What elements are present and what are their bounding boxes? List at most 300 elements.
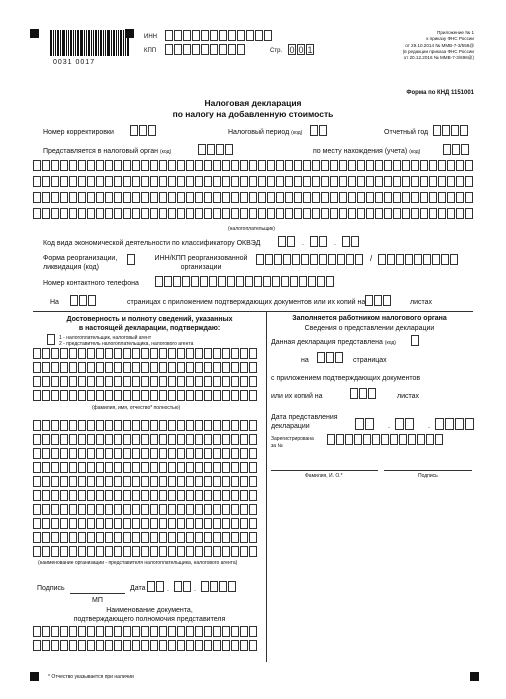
left-date-month[interactable] [174,581,192,592]
input-cell[interactable] [78,640,86,651]
input-cell[interactable] [312,208,320,219]
input-cell[interactable] [375,208,383,219]
input-cell[interactable] [42,504,50,515]
input-cell[interactable] [177,640,185,651]
input-cell[interactable] [123,532,131,543]
input-cell[interactable] [78,532,86,543]
input-cell[interactable] [213,626,221,637]
input-cell[interactable] [105,490,113,501]
input-cell[interactable] [168,532,176,543]
input-cell[interactable] [69,640,77,651]
input-cell[interactable] [105,362,113,373]
input-cell[interactable] [240,420,248,431]
input-cell[interactable] [213,640,221,651]
input-cell[interactable] [384,208,392,219]
input-cell[interactable] [326,352,334,363]
sheets-field[interactable] [365,295,392,306]
input-cell[interactable] [395,418,404,430]
input-cell[interactable] [213,462,221,473]
input-cell[interactable] [123,348,131,359]
input-cell[interactable] [249,448,257,459]
input-cell[interactable] [177,348,185,359]
input-cell[interactable] [450,254,458,265]
input-cell[interactable] [51,640,59,651]
input-cell[interactable] [402,160,410,171]
input-cell[interactable] [445,418,454,430]
input-cell[interactable] [177,518,185,529]
reorg-form-field[interactable] [127,254,136,265]
input-cell[interactable] [70,295,78,306]
input-cell[interactable] [227,276,235,287]
input-cell[interactable] [455,418,464,430]
input-cell[interactable] [222,518,230,529]
input-cell[interactable] [222,546,230,557]
input-cell[interactable] [405,418,414,430]
input-cell[interactable] [330,208,338,219]
input-cell[interactable] [249,348,257,359]
grid-row[interactable] [33,348,258,359]
input-cell[interactable] [177,490,185,501]
input-cell[interactable] [132,420,140,431]
input-cell[interactable] [442,125,450,136]
input-cell[interactable] [123,176,131,187]
input-cell[interactable] [78,348,86,359]
input-cell[interactable] [366,208,374,219]
okved-field-1[interactable] [278,236,296,247]
input-cell[interactable] [201,30,209,41]
input-cell[interactable] [105,626,113,637]
input-cell[interactable] [78,420,86,431]
input-cell[interactable] [60,176,68,187]
input-cell[interactable] [213,490,221,501]
input-cell[interactable] [78,192,86,203]
input-cell[interactable] [159,462,167,473]
input-cell[interactable] [249,160,257,171]
input-cell[interactable] [105,176,113,187]
input-cell[interactable] [96,192,104,203]
input-cell[interactable] [213,192,221,203]
input-cell[interactable] [290,276,298,287]
input-cell[interactable] [303,160,311,171]
input-cell[interactable] [150,390,158,401]
input-cell[interactable] [87,208,95,219]
input-cell[interactable] [114,376,122,387]
input-cell[interactable] [159,532,167,543]
input-cell[interactable] [42,434,50,445]
input-cell[interactable] [213,546,221,557]
submitted-code-field[interactable] [411,335,420,346]
input-cell[interactable] [114,362,122,373]
input-cell[interactable] [123,376,131,387]
input-cell[interactable] [132,546,140,557]
input-cell[interactable] [402,208,410,219]
input-cell[interactable] [452,144,460,155]
input-cell[interactable] [96,348,104,359]
input-cell[interactable] [87,546,95,557]
input-cell[interactable] [60,532,68,543]
input-cell[interactable] [240,348,248,359]
input-cell[interactable] [195,192,203,203]
input-cell[interactable] [219,30,227,41]
input-cell[interactable] [283,254,291,265]
input-cell[interactable] [150,362,158,373]
grid-row[interactable] [33,362,258,373]
input-cell[interactable] [114,546,122,557]
grid-row[interactable] [33,640,258,651]
input-cell[interactable] [240,434,248,445]
input-cell[interactable] [168,362,176,373]
input-cell[interactable] [249,546,257,557]
okved-field-2[interactable] [310,236,328,247]
input-cell[interactable] [51,462,59,473]
grid-row[interactable] [33,176,474,187]
input-cell[interactable] [359,388,367,399]
input-cell[interactable] [114,518,122,529]
input-cell[interactable] [60,462,68,473]
input-cell[interactable] [225,144,233,155]
inn-field[interactable] [165,30,273,41]
input-cell[interactable] [402,176,410,187]
input-cell[interactable] [88,295,96,306]
input-cell[interactable] [177,434,185,445]
input-cell[interactable] [231,490,239,501]
input-cell[interactable] [69,462,77,473]
input-cell[interactable] [465,208,473,219]
input-cell[interactable] [456,208,464,219]
input-cell[interactable] [96,362,104,373]
input-cell[interactable] [96,462,104,473]
grid-row[interactable] [33,208,474,219]
input-cell[interactable] [42,160,50,171]
input-cell[interactable] [204,626,212,637]
input-cell[interactable] [321,192,329,203]
input-cell[interactable] [365,295,373,306]
input-cell[interactable] [231,434,239,445]
input-cell[interactable] [96,518,104,529]
input-cell[interactable] [255,30,263,41]
input-cell[interactable] [258,176,266,187]
input-cell[interactable] [267,160,275,171]
input-cell[interactable] [195,626,203,637]
input-cell[interactable] [87,476,95,487]
input-cell[interactable] [384,192,392,203]
input-cell[interactable] [132,376,140,387]
input-cell[interactable] [69,390,77,401]
input-cell[interactable] [141,390,149,401]
input-cell[interactable] [51,532,59,543]
input-cell[interactable] [164,276,172,287]
input-cell[interactable] [123,626,131,637]
grid-row[interactable] [33,376,258,387]
input-cell[interactable] [150,462,158,473]
input-cell[interactable] [96,160,104,171]
input-cell[interactable] [213,434,221,445]
input-cell[interactable] [231,504,239,515]
input-cell[interactable] [236,276,244,287]
input-cell[interactable] [201,44,209,55]
input-cell[interactable] [195,490,203,501]
input-cell[interactable] [78,462,86,473]
input-cell[interactable] [357,208,365,219]
input-cell[interactable] [240,376,248,387]
input-cell[interactable] [433,125,441,136]
input-cell[interactable] [60,420,68,431]
input-cell[interactable] [317,352,325,363]
input-cell[interactable] [42,462,50,473]
input-cell[interactable] [350,388,358,399]
input-cell[interactable] [69,504,77,515]
input-cell[interactable] [249,420,257,431]
input-cell[interactable] [348,208,356,219]
input-cell[interactable] [299,276,307,287]
input-cell[interactable] [254,276,262,287]
grid-row[interactable] [33,448,258,459]
input-cell[interactable] [357,160,365,171]
input-cell[interactable] [69,448,77,459]
input-cell[interactable] [348,176,356,187]
input-cell[interactable] [240,532,248,543]
input-cell[interactable] [168,640,176,651]
input-cell[interactable] [222,192,230,203]
grid-row[interactable] [33,192,474,203]
input-cell[interactable] [195,532,203,543]
tax-authority-field[interactable] [198,144,234,155]
grid-row[interactable] [33,390,258,401]
input-cell[interactable] [150,208,158,219]
input-cell[interactable] [240,518,248,529]
input-cell[interactable] [435,418,444,430]
input-cell[interactable] [355,254,363,265]
input-cell[interactable] [461,144,469,155]
input-cell[interactable] [123,462,131,473]
input-cell[interactable] [249,490,257,501]
input-cell[interactable] [249,476,257,487]
input-cell[interactable] [114,176,122,187]
input-cell[interactable] [69,362,77,373]
input-cell[interactable] [87,448,95,459]
input-cell[interactable] [141,448,149,459]
input-cell[interactable] [186,462,194,473]
input-cell[interactable] [33,348,41,359]
input-cell[interactable] [204,640,212,651]
input-cell[interactable] [168,176,176,187]
input-cell[interactable] [204,546,212,557]
input-cell[interactable] [114,434,122,445]
input-cell[interactable] [51,176,59,187]
input-cell[interactable] [231,462,239,473]
input-cell[interactable] [141,192,149,203]
input-cell[interactable] [456,160,464,171]
input-cell[interactable] [303,176,311,187]
input-cell[interactable] [240,448,248,459]
input-cell[interactable] [195,434,203,445]
input-cell[interactable] [240,462,248,473]
input-cell[interactable] [366,192,374,203]
input-cell[interactable] [198,144,206,155]
input-cell[interactable] [204,434,212,445]
input-cell[interactable] [141,490,149,501]
input-cell[interactable] [177,176,185,187]
input-cell[interactable] [231,208,239,219]
input-cell[interactable] [390,434,398,445]
input-cell[interactable] [258,192,266,203]
input-cell[interactable] [207,144,215,155]
input-cell[interactable] [195,176,203,187]
input-cell[interactable] [33,504,41,515]
input-cell[interactable] [195,362,203,373]
input-cell[interactable] [240,626,248,637]
right-date-month[interactable] [395,418,415,430]
input-cell[interactable] [177,626,185,637]
input-cell[interactable] [159,362,167,373]
input-cell[interactable] [420,160,428,171]
input-cell[interactable] [213,160,221,171]
input-cell[interactable] [159,420,167,431]
input-cell[interactable] [204,462,212,473]
input-cell[interactable] [51,490,59,501]
reporting-year-field[interactable] [433,125,469,136]
input-cell[interactable] [168,448,176,459]
input-cell[interactable] [237,30,245,41]
input-cell[interactable] [150,476,158,487]
input-cell[interactable] [51,362,59,373]
input-cell[interactable] [231,390,239,401]
grid-row[interactable] [33,546,258,557]
input-cell[interactable] [173,276,181,287]
input-cell[interactable] [195,348,203,359]
input-cell[interactable] [159,640,167,651]
input-cell[interactable] [141,476,149,487]
input-cell[interactable] [276,160,284,171]
input-cell[interactable] [123,192,131,203]
input-cell[interactable] [231,348,239,359]
input-cell[interactable] [186,362,194,373]
input-cell[interactable] [222,434,230,445]
input-cell[interactable] [294,192,302,203]
input-cell[interactable] [141,348,149,359]
input-cell[interactable] [393,160,401,171]
input-cell[interactable] [183,44,191,55]
input-cell[interactable] [213,476,221,487]
input-cell[interactable] [87,160,95,171]
input-cell[interactable] [51,208,59,219]
input-cell[interactable] [249,390,257,401]
input-cell[interactable] [231,362,239,373]
input-cell[interactable] [96,376,104,387]
input-cell[interactable] [114,626,122,637]
input-cell[interactable] [393,176,401,187]
input-cell[interactable] [42,640,50,651]
input-cell[interactable] [195,504,203,515]
input-cell[interactable] [69,348,77,359]
input-cell[interactable] [132,518,140,529]
input-cell[interactable] [186,626,194,637]
input-cell[interactable] [69,376,77,387]
input-cell[interactable] [240,476,248,487]
input-cell[interactable] [342,236,350,247]
input-cell[interactable] [384,160,392,171]
input-cell[interactable] [267,208,275,219]
signer-type-field[interactable] [47,334,56,345]
input-cell[interactable] [396,254,404,265]
input-cell[interactable] [132,348,140,359]
input-cell[interactable] [456,176,464,187]
input-cell[interactable] [177,420,185,431]
input-cell[interactable] [321,160,329,171]
input-cell[interactable] [148,125,156,136]
input-cell[interactable] [87,390,95,401]
input-cell[interactable] [51,518,59,529]
input-cell[interactable] [249,518,257,529]
input-cell[interactable] [78,208,86,219]
input-cell[interactable] [87,434,95,445]
input-cell[interactable] [201,581,209,592]
input-cell[interactable] [263,276,271,287]
input-cell[interactable] [42,390,50,401]
input-cell[interactable] [237,44,245,55]
input-cell[interactable] [321,176,329,187]
input-cell[interactable] [240,390,248,401]
input-cell[interactable] [357,176,365,187]
input-cell[interactable] [222,348,230,359]
input-cell[interactable] [414,254,422,265]
input-cell[interactable] [60,490,68,501]
input-cell[interactable] [393,208,401,219]
input-cell[interactable] [411,160,419,171]
input-cell[interactable] [231,176,239,187]
input-cell[interactable] [339,160,347,171]
page-number-field[interactable] [288,44,315,55]
input-cell[interactable] [426,434,434,445]
input-cell[interactable] [240,176,248,187]
input-cell[interactable] [150,176,158,187]
input-cell[interactable] [177,376,185,387]
input-cell[interactable] [456,192,464,203]
input-cell[interactable] [249,192,257,203]
input-cell[interactable] [183,581,191,592]
input-cell[interactable] [292,254,300,265]
input-cell[interactable] [42,490,50,501]
input-cell[interactable] [294,160,302,171]
input-cell[interactable] [319,254,327,265]
input-cell[interactable] [132,362,140,373]
input-cell[interactable] [330,160,338,171]
input-cell[interactable] [130,125,138,136]
input-cell[interactable] [405,254,413,265]
input-cell[interactable] [96,532,104,543]
input-cell[interactable] [168,462,176,473]
input-cell[interactable] [33,518,41,529]
input-cell[interactable] [168,348,176,359]
input-cell[interactable] [213,532,221,543]
input-cell[interactable] [42,362,50,373]
input-cell[interactable] [256,254,264,265]
input-cell[interactable] [141,546,149,557]
input-cell[interactable] [308,276,316,287]
input-cell[interactable] [51,434,59,445]
input-cell[interactable] [87,348,95,359]
input-cell[interactable] [168,476,176,487]
input-cell[interactable] [222,504,230,515]
input-cell[interactable] [69,546,77,557]
input-cell[interactable] [366,176,374,187]
input-cell[interactable] [222,208,230,219]
input-cell[interactable] [150,518,158,529]
input-cell[interactable] [381,434,389,445]
input-cell[interactable] [276,176,284,187]
input-cell[interactable] [231,640,239,651]
input-cell[interactable] [429,160,437,171]
